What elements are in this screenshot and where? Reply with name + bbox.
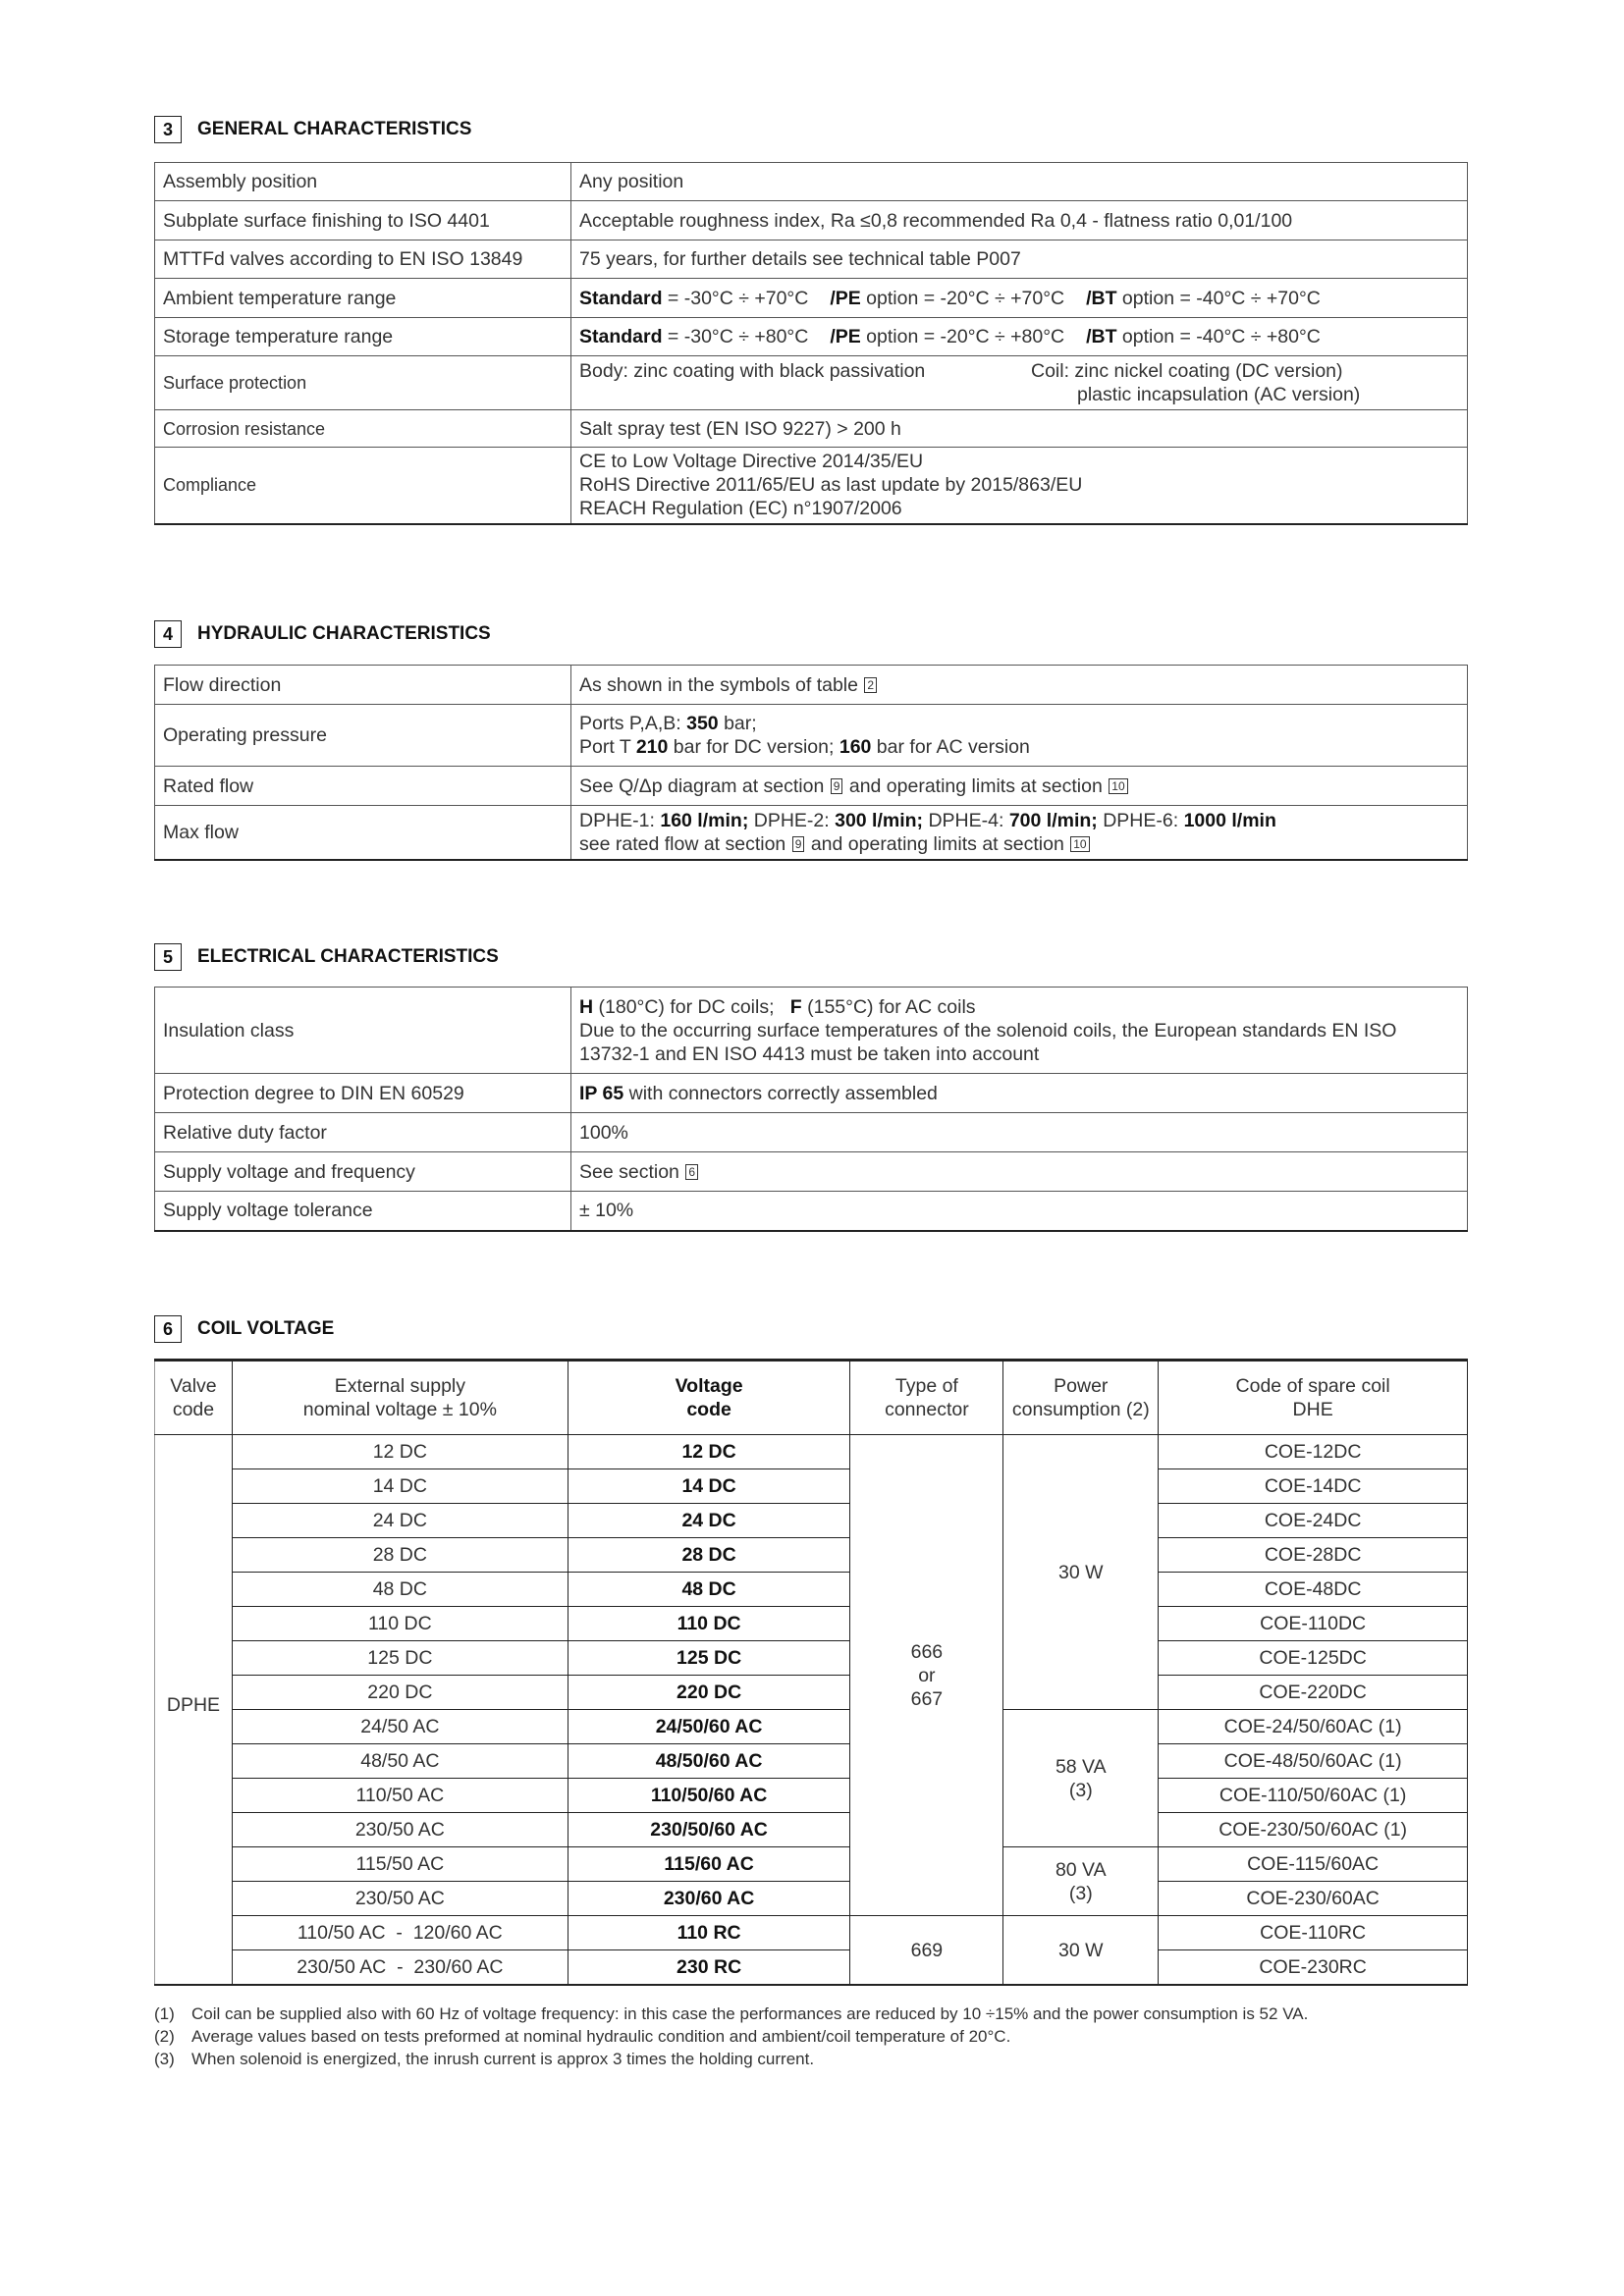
voltage-code-cell: 24/50/60 AC xyxy=(568,1710,850,1744)
row-label: Operating pressure xyxy=(155,705,571,767)
row-label: Assembly position xyxy=(155,163,571,201)
bold-value: 350 xyxy=(686,713,719,734)
footnotes xyxy=(154,2002,1308,2070)
supply-cell: 125 DC xyxy=(232,1641,568,1676)
row-label: Corrosion resistance xyxy=(155,410,571,448)
table-row xyxy=(155,1641,1468,1676)
general-characteristics-table xyxy=(154,162,1468,525)
row-label: Protection degree to DIN EN 60529 xyxy=(155,1074,571,1113)
table-row xyxy=(155,240,1468,279)
supply-cell: 24/50 AC xyxy=(232,1710,568,1744)
row-label: Surface protection xyxy=(155,356,571,410)
voltage-code-cell: 230/60 AC xyxy=(568,1882,850,1916)
spare-coil-cell: COE-125DC xyxy=(1159,1641,1468,1676)
col-header-spare-coil: Code of spare coil DHE xyxy=(1159,1361,1468,1435)
voltage-code-cell: 48/50/60 AC xyxy=(568,1744,850,1779)
footnote xyxy=(154,2048,1308,2070)
value-text: and operating limits at section xyxy=(810,832,1064,855)
bold-value: H xyxy=(579,995,594,1018)
table-row xyxy=(155,806,1468,860)
table-row xyxy=(155,163,1468,201)
col-header-valve-code: Valve code xyxy=(155,1361,233,1435)
spare-coil-cell: COE-110RC xyxy=(1159,1916,1468,1950)
table-row xyxy=(155,1538,1468,1573)
section-number: 6 xyxy=(154,1315,182,1343)
value-text: see rated flow at section xyxy=(579,832,786,855)
connector-cell: 666 or 667 xyxy=(850,1435,1003,1916)
table-row xyxy=(155,988,1468,1074)
compliance-line: CE to Low Voltage Directive 2014/35/EU xyxy=(579,451,924,473)
table-row xyxy=(155,666,1468,705)
coil-protection-ac: plastic incapsulation (AC version) xyxy=(1077,384,1361,405)
value-text: and operating limits at section xyxy=(848,774,1103,797)
spare-coil-cell: COE-230/60AC xyxy=(1159,1882,1468,1916)
row-label: Ambient temperature range xyxy=(155,279,571,318)
electrical-characteristics-table xyxy=(154,987,1468,1232)
section-title: GENERAL CHARACTERISTICS xyxy=(197,119,472,139)
table-row xyxy=(155,1152,1468,1192)
bold-value: 160 xyxy=(839,736,872,758)
table-row xyxy=(155,1950,1468,1986)
spare-coil-cell: COE-12DC xyxy=(1159,1435,1468,1469)
value-text: = -30°C ÷ +80°C xyxy=(662,326,809,347)
row-value xyxy=(571,318,1468,356)
value-text: bar; xyxy=(718,713,757,734)
table-row xyxy=(155,1847,1468,1882)
bold-value: 1000 l/min xyxy=(1183,809,1276,831)
row-label: Storage temperature range xyxy=(155,318,571,356)
row-label: Supply voltage tolerance xyxy=(155,1192,571,1231)
footnote-text: Average values based on tests preformed at nominal hydraulic condition and ambient/coil temperature of 20°C. xyxy=(191,2027,1011,2046)
spare-coil-cell: COE-110/50/60AC (1) xyxy=(1159,1779,1468,1813)
section-ref-icon: 10 xyxy=(1109,778,1127,794)
supply-cell: 220 DC xyxy=(232,1676,568,1710)
valve-code-cell: DPHE xyxy=(155,1435,233,1986)
value-text: DPHE-4: xyxy=(923,809,1009,831)
value-text: option = -40°C ÷ +70°C xyxy=(1116,287,1321,309)
coil-protection: Coil: zinc nickel coating (DC version) xyxy=(1031,360,1343,382)
supply-cell: 110/50 AC xyxy=(232,1779,568,1813)
spare-coil-cell: COE-14DC xyxy=(1159,1469,1468,1504)
col-header-supply: External supply nominal voltage ± 10% xyxy=(232,1361,568,1435)
section-number: 5 xyxy=(154,943,182,971)
voltage-code-cell: 230 RC xyxy=(568,1950,850,1986)
row-value: Any position xyxy=(571,163,1468,201)
row-value: Salt spray test (EN ISO 9227) > 200 h xyxy=(571,410,1468,448)
row-value: 100% xyxy=(571,1113,1468,1152)
supply-cell: 230/50 AC xyxy=(232,1882,568,1916)
power-cell: 58 VA (3) xyxy=(1003,1710,1159,1847)
supply-cell: 28 DC xyxy=(232,1538,568,1573)
bold-term: /BT xyxy=(1086,326,1117,347)
value-text: with connectors correctly assembled xyxy=(623,1082,938,1104)
footnote-text: When solenoid is energized, the inrush current is approx 3 times the holding current. xyxy=(191,2050,815,2068)
voltage-code-cell: 12 DC xyxy=(568,1435,850,1469)
spare-coil-cell: COE-230/50/60AC (1) xyxy=(1159,1813,1468,1847)
footnote-number: (2) xyxy=(154,2027,175,2046)
supply-cell: 48 DC xyxy=(232,1573,568,1607)
row-value xyxy=(571,806,1468,860)
voltage-code-cell: 48 DC xyxy=(568,1573,850,1607)
table-row xyxy=(155,1779,1468,1813)
row-label: Compliance xyxy=(155,448,571,524)
spare-coil-cell: COE-115/60AC xyxy=(1159,1847,1468,1882)
supply-cell: 230/50 AC - 230/60 AC xyxy=(232,1950,568,1986)
table-row xyxy=(155,1882,1468,1916)
value-text: See section xyxy=(579,1160,679,1183)
supply-cell: 12 DC xyxy=(232,1435,568,1469)
bold-term: Standard xyxy=(579,326,663,347)
table-row xyxy=(155,356,1468,410)
table-row xyxy=(155,1607,1468,1641)
bold-value: 700 l/min; xyxy=(1008,809,1098,831)
power-cell: 30 W xyxy=(1003,1916,1159,1986)
section-title: HYDRAULIC CHARACTERISTICS xyxy=(197,623,491,644)
table-row xyxy=(155,1676,1468,1710)
value-text: DPHE-2: xyxy=(748,809,836,831)
voltage-code-cell: 24 DC xyxy=(568,1504,850,1538)
value-text: Due to the occurring surface temperatures of the solenoid coils, the European standards EN ISO 13732-1 and EN ISO 4413 must be taken into account xyxy=(579,1019,1397,1065)
power-cell: 80 VA (3) xyxy=(1003,1847,1159,1916)
supply-cell: 110 DC xyxy=(232,1607,568,1641)
row-value xyxy=(571,448,1468,524)
table-row xyxy=(155,410,1468,448)
row-label: Supply voltage and frequency xyxy=(155,1152,571,1192)
voltage-code-cell: 220 DC xyxy=(568,1676,850,1710)
section-general-heading xyxy=(154,116,471,143)
bold-value: 160 l/min; xyxy=(660,809,749,831)
bold-term: Standard xyxy=(579,287,663,309)
row-value: ± 10% xyxy=(571,1192,1468,1231)
bold-term: /PE xyxy=(830,326,861,347)
section-coil-heading xyxy=(154,1315,334,1343)
spare-coil-cell: COE-28DC xyxy=(1159,1538,1468,1573)
table-row xyxy=(155,1573,1468,1607)
col-header-power: Power consumption (2) xyxy=(1003,1361,1159,1435)
compliance-line: RoHS Directive 2011/65/EU as last update by 2015/863/EU xyxy=(579,474,1083,497)
row-value xyxy=(571,356,1468,410)
table-row xyxy=(155,1813,1468,1847)
spare-coil-cell: COE-24/50/60AC (1) xyxy=(1159,1710,1468,1744)
connector-cell: 669 xyxy=(850,1916,1003,1986)
row-label: Rated flow xyxy=(155,767,571,806)
row-value xyxy=(571,1074,1468,1113)
voltage-code-cell: 110 RC xyxy=(568,1916,850,1950)
voltage-code-cell: 110 DC xyxy=(568,1607,850,1641)
table-row xyxy=(155,1744,1468,1779)
value-text: bar for AC version xyxy=(871,736,1030,758)
voltage-code-cell: 125 DC xyxy=(568,1641,850,1676)
row-label: Subplate surface finishing to ISO 4401 xyxy=(155,201,571,240)
row-label: Flow direction xyxy=(155,666,571,705)
bold-value: F xyxy=(789,995,802,1018)
col-header-connector: Type of connector xyxy=(850,1361,1003,1435)
section-ref-icon: 9 xyxy=(792,836,805,852)
spare-coil-cell: COE-230RC xyxy=(1159,1950,1468,1986)
row-label: Relative duty factor xyxy=(155,1113,571,1152)
value-text: option = -40°C ÷ +80°C xyxy=(1116,326,1321,347)
spare-coil-cell: COE-110DC xyxy=(1159,1607,1468,1641)
table-row xyxy=(155,767,1468,806)
hydraulic-characteristics-table xyxy=(154,665,1468,861)
power-cell: 30 W xyxy=(1003,1435,1159,1710)
footnote-number: (3) xyxy=(154,2050,175,2068)
section-number: 4 xyxy=(154,620,182,648)
row-value xyxy=(571,1152,1468,1192)
value-text: As shown in the symbols of table xyxy=(579,673,858,696)
bold-value: IP 65 xyxy=(579,1082,624,1104)
table-row xyxy=(155,279,1468,318)
supply-cell: 24 DC xyxy=(232,1504,568,1538)
section-ref-icon: 2 xyxy=(864,677,877,693)
spare-coil-cell: COE-220DC xyxy=(1159,1676,1468,1710)
footnote-text: Coil can be supplied also with 60 Hz of voltage frequency: in this case the performances are reduced by 10 ÷15% and the power consumption is 52 VA. xyxy=(191,2004,1309,2023)
spare-coil-cell: COE-48/50/60AC (1) xyxy=(1159,1744,1468,1779)
row-value xyxy=(571,988,1468,1074)
table-row xyxy=(155,1435,1468,1469)
voltage-code-cell: 110/50/60 AC xyxy=(568,1779,850,1813)
value-text: Ports P,A,B: xyxy=(579,713,687,734)
table-row xyxy=(155,1113,1468,1152)
table-row xyxy=(155,1504,1468,1538)
voltage-code-cell: 230/50/60 AC xyxy=(568,1813,850,1847)
supply-cell: 48/50 AC xyxy=(232,1744,568,1779)
section-ref-icon: 9 xyxy=(831,778,843,794)
table-row xyxy=(155,448,1468,524)
header-row xyxy=(155,1361,1468,1435)
row-value xyxy=(571,705,1468,767)
value-text: DPHE-6: xyxy=(1097,809,1184,831)
section-title: ELECTRICAL CHARACTERISTICS xyxy=(197,946,499,967)
footnote xyxy=(154,2002,1308,2025)
table-row xyxy=(155,201,1468,240)
row-value: 75 years, for further details see technical table P007 xyxy=(571,240,1468,279)
value-text: bar for DC version; xyxy=(668,736,839,758)
value-text: option = -20°C ÷ +80°C xyxy=(860,326,1065,347)
table-row xyxy=(155,705,1468,767)
value-text: (155°C) for AC coils xyxy=(801,995,976,1018)
coil-voltage-table xyxy=(154,1359,1468,1986)
value-text: Port T xyxy=(579,736,636,758)
body-protection: Body: zinc coating with black passivation xyxy=(579,360,926,382)
section-ref-icon: 10 xyxy=(1070,836,1089,852)
bold-term: /BT xyxy=(1086,287,1117,309)
supply-cell: 110/50 AC - 120/60 AC xyxy=(232,1916,568,1950)
supply-cell: 230/50 AC xyxy=(232,1813,568,1847)
value-text: DPHE-1: xyxy=(579,809,661,831)
compliance-line: REACH Regulation (EC) n°1907/2006 xyxy=(579,498,902,520)
value-text: See Q/Δp diagram at section xyxy=(579,774,825,797)
section-hydraulic-heading xyxy=(154,620,491,648)
table-row xyxy=(155,1469,1468,1504)
value-text: = -30°C ÷ +70°C xyxy=(662,287,809,309)
row-value xyxy=(571,279,1468,318)
bold-term: /PE xyxy=(830,287,861,309)
voltage-code-cell: 28 DC xyxy=(568,1538,850,1573)
footnote xyxy=(154,2025,1308,2048)
row-label: MTTFd valves according to EN ISO 13849 xyxy=(155,240,571,279)
table-row xyxy=(155,318,1468,356)
row-value xyxy=(571,666,1468,705)
row-value xyxy=(571,767,1468,806)
table-row xyxy=(155,1916,1468,1950)
table-row xyxy=(155,1710,1468,1744)
section-title: COIL VOLTAGE xyxy=(197,1318,335,1339)
table-row xyxy=(155,1074,1468,1113)
row-label: Max flow xyxy=(155,806,571,860)
spare-coil-cell: COE-48DC xyxy=(1159,1573,1468,1607)
value-text: option = -20°C ÷ +70°C xyxy=(860,287,1065,309)
footnote-number: (1) xyxy=(154,2004,175,2023)
value-text: (180°C) for DC coils; xyxy=(593,995,790,1018)
section-electrical-heading xyxy=(154,943,499,971)
supply-cell: 115/50 AC xyxy=(232,1847,568,1882)
row-label: Insulation class xyxy=(155,988,571,1074)
col-header-voltage-code: Voltage code xyxy=(568,1361,850,1435)
section-ref-icon: 6 xyxy=(685,1164,698,1180)
voltage-code-cell: 115/60 AC xyxy=(568,1847,850,1882)
row-value: Acceptable roughness index, Ra ≤0,8 recommended Ra 0,4 - flatness ratio 0,01/100 xyxy=(571,201,1468,240)
spare-coil-cell: COE-24DC xyxy=(1159,1504,1468,1538)
section-number: 3 xyxy=(154,116,182,143)
bold-value: 210 xyxy=(635,736,669,758)
bold-value: 300 l/min; xyxy=(835,809,924,831)
voltage-code-cell: 14 DC xyxy=(568,1469,850,1504)
table-row xyxy=(155,1192,1468,1231)
supply-cell: 14 DC xyxy=(232,1469,568,1504)
